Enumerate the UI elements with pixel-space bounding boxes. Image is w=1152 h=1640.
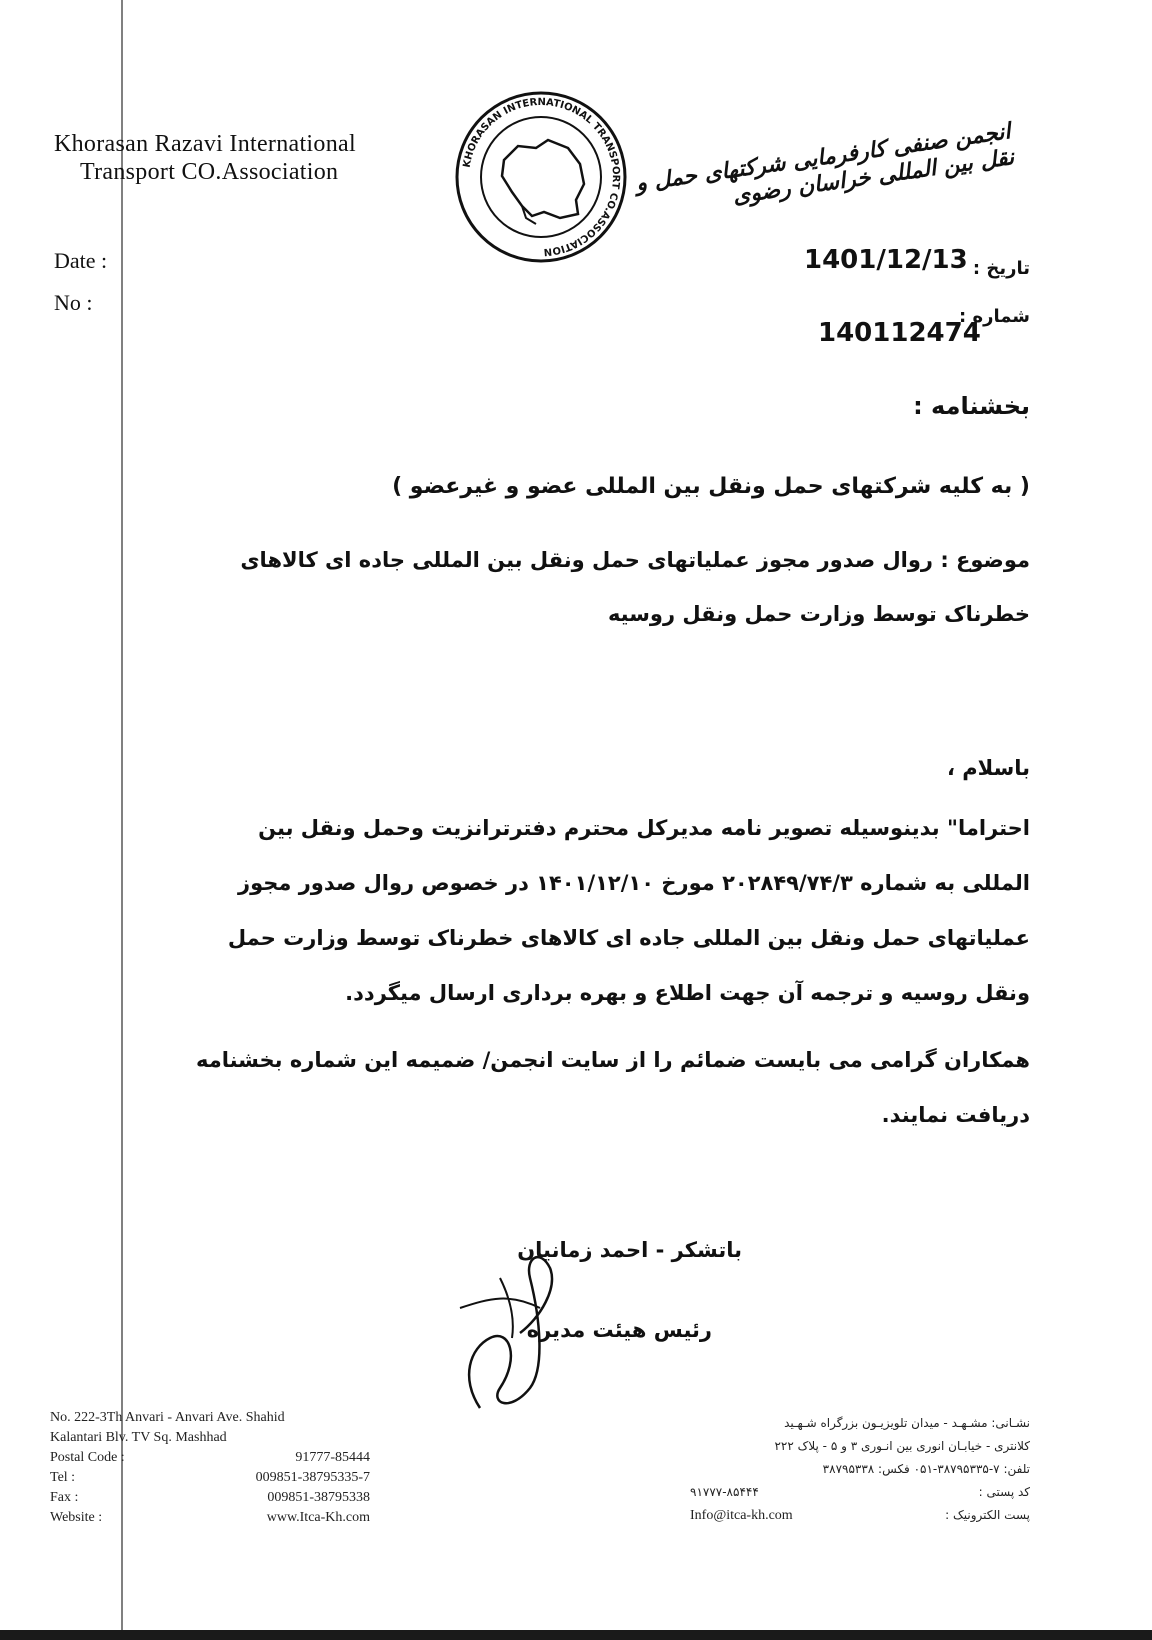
footer-en-tel-row <box>50 1468 370 1488</box>
body-line-4: ونقل روسیه و ترجمه آن جهت اطلاع و بهره برداری ارسال میگردد. <box>345 981 1030 1005</box>
footer-en-fax-row <box>50 1488 370 1508</box>
subject-line-1: موضوع : روال صدور مجوز عملیاتهای حمل ونقل بین المللی جاده ای کالاهای <box>240 548 1030 572</box>
postal-value-en: 91777-85444 <box>295 1450 370 1465</box>
footer-fa-phone: تلفن: ۷-۳۸۷۹۵۳۳۵-۰۵۱ فکس: ۳۸۷۹۵۳۳۸ <box>822 1462 1030 1476</box>
letter-type: بخشنامه : <box>913 392 1030 420</box>
letter-recipients: ( به کلیه شرکتهای حمل ونقل بین المللی عضو و غیرعضو ) <box>392 474 1030 499</box>
greeting: باسلام ، <box>946 756 1030 780</box>
seal-ring-text: KHORASAN INTERNATIONAL TRANSPORT CO.ASSOCIATION <box>461 96 622 258</box>
email-label-fa: پست الکترونیک : <box>945 1508 1030 1522</box>
seal-icon <box>452 88 630 266</box>
signature-icon <box>440 1238 590 1428</box>
date-value: 1401/12/13 <box>804 245 968 275</box>
date-label-en: Date : <box>54 248 108 273</box>
website-value-en[interactable]: www.Itca-Kh.com <box>266 1510 370 1525</box>
postal-value-fa: ۹۱۷۷۷-۸۵۴۴۴ <box>690 1485 759 1499</box>
org-name-en-line2: Transport CO.Association <box>80 159 339 185</box>
footer-en-address-1: No. 222-3Th Anvari - Anvari Ave. Shahid <box>50 1410 285 1425</box>
date-label-fa: تاریخ : <box>972 258 1030 279</box>
scan-bottom-edge <box>0 1630 1152 1640</box>
subject-line-2: خطرناک توسط وزارت حمل ونقل روسیه <box>607 602 1030 626</box>
org-name-en-line1: Khorasan Razavi International <box>54 131 356 157</box>
svg-text:KHORASAN INTERNATIONAL TRANSPO <box>462 97 621 257</box>
fax-label-en: Fax : <box>50 1490 79 1505</box>
footer-en-address-2: Kalantari Blv. TV Sq. Mashhad <box>50 1430 227 1445</box>
website-label-en: Website : <box>50 1510 103 1525</box>
tel-label-en: Tel : <box>50 1470 76 1485</box>
postal-label-fa: کد پستی : <box>978 1485 1030 1499</box>
footer-fa-postal-row <box>690 1481 1030 1504</box>
email-value[interactable]: Info@itca-kh.com <box>690 1508 793 1523</box>
tel-value-en: 009851-38795335-7 <box>255 1470 370 1485</box>
body2-line-1: همکاران گرامی می بایست ضمائم را از سایت انجمن/ ضمیمه این شماره بخشنامه <box>195 1048 1030 1072</box>
org-name-fa: انجمن صنفی کارفرمایی شرکتهای حمل و نقل بین المللی خراسان رضوی <box>634 118 1016 210</box>
body2-line-2: دریافت نمایند. <box>881 1103 1030 1127</box>
no-value: 140112474 <box>818 318 981 348</box>
footer-en <box>50 1408 370 1528</box>
body-line-2: المللی به شماره ۲۰۲۸۴۹/۷۴/۳ مورخ ۱۴۰۱/۱۲/۱۰ در خصوص روال صدور مجوز <box>237 871 1030 895</box>
footer-en-website-row <box>50 1508 370 1528</box>
no-label-en: No : <box>54 290 93 315</box>
signer-title: رئیس هیئت مدیره <box>526 1318 712 1342</box>
footer-en-postal-row <box>50 1448 370 1468</box>
body-line-1: احتراما" بدینوسیله تصویر نامه مدیرکل محترم دفترترانزیت وحمل ونقل بین <box>258 816 1030 840</box>
postal-label-en: Postal Code : <box>50 1450 125 1465</box>
association-seal <box>452 88 630 266</box>
no-label-fa: شماره : <box>959 306 1030 327</box>
body-line-3: عملیاتهای حمل ونقل بین المللی جاده ای کالاهای خطرناک توسط وزارت حمل <box>227 926 1030 950</box>
fax-value-en: 009851-38795338 <box>267 1490 370 1505</box>
footer-fa-email-row <box>690 1504 1030 1527</box>
closing: باتشکر - احمد زمانیان <box>517 1238 742 1262</box>
footer-fa-address-1: نشـانی: مشـهـد - میدان تلویزیـون بزرگراه شـهـید <box>784 1416 1030 1430</box>
org-name-en <box>54 130 356 186</box>
footer-fa-address-2: کلانتری - خیابـان انوری بین انـوری ۳ و ۵ - پلاک ۲۲۲ <box>774 1439 1030 1453</box>
footer-fa <box>690 1412 1030 1527</box>
